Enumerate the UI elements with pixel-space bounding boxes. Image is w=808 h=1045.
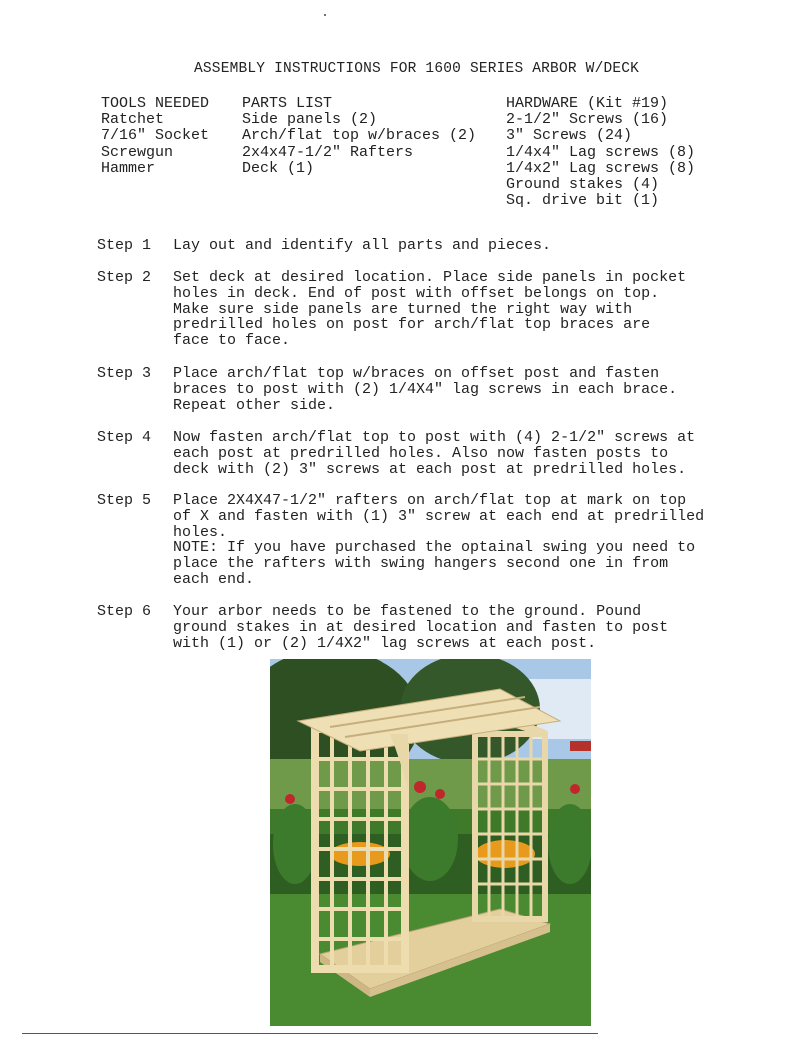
barn: [570, 741, 591, 751]
step-4: [97, 430, 695, 477]
step-label: Step 5: [97, 492, 152, 509]
step-label: Step 1: [97, 237, 152, 254]
part-item: 2x4x47-1/2" Rafters: [242, 143, 414, 161]
step-5: [97, 493, 704, 588]
parts-list: [242, 96, 502, 177]
canna-leaves: [548, 804, 591, 884]
part-item: Deck (1): [242, 159, 315, 177]
tool-item: Ratchet: [101, 111, 165, 129]
footer-rule: [22, 1033, 598, 1034]
hardware-item: 1/4x2" Lag screws (8): [506, 159, 696, 177]
hardware-item: 1/4x4" Lag screws (8): [506, 143, 696, 161]
step-label: Step 3: [97, 365, 152, 382]
tool-item: Hammer: [101, 159, 156, 177]
tools-heading: TOOLS NEEDED: [101, 95, 210, 112]
step-text: Now fasten arch/flat top to post with (4) 2-1/2" screws at each post at predrilled holes. Also now fasten posts to deck with (2) 3" screws at each post at predrilled holes.: [173, 429, 696, 478]
step-text: Place arch/flat top w/braces on offset post and fasten braces to post with (2) 1/4X4" lag screws in each brace. Repeat other side.: [173, 365, 678, 414]
red-flower: [414, 781, 426, 793]
red-flower: [435, 789, 445, 799]
orange-flowers: [330, 842, 390, 866]
tools-needed-list: [101, 96, 241, 177]
parts-heading: PARTS LIST: [242, 95, 333, 112]
canna-leaves: [273, 804, 317, 884]
hardware-list: [506, 96, 716, 209]
step-label: Step 2: [97, 269, 152, 286]
arbor-photo: [270, 659, 591, 1026]
orange-flowers: [475, 840, 535, 868]
tool-item: Screwgun: [101, 143, 174, 161]
part-item: Arch/flat top w/braces (2): [242, 127, 477, 145]
tool-item: 7/16" Socket: [101, 127, 210, 145]
step-6: [97, 604, 668, 651]
step-label: Step 6: [97, 603, 152, 620]
hardware-item: 3" Screws (24): [506, 127, 633, 145]
step-text: Place 2X4X47-1/2" rafters on arch/flat top at mark on top of X and fasten with (1) 3" screw at each end at predrilled holes. NOTE: If you have purchased the optainal swing you need to place the rafters with swing hangers second one in from each end.: [173, 492, 705, 588]
step-3: [97, 366, 677, 413]
step-text: Set deck at desired location. Place side panels in pocket holes in deck. End of post with offset belongs on top. Make sure side panels are turned the right way with predrilled holes on post for arch/flat top braces are face to face.: [173, 269, 687, 350]
canna-leaves: [402, 797, 458, 881]
part-item: Side panels (2): [242, 111, 378, 129]
hardware-heading: HARDWARE (Kit #19): [506, 95, 669, 112]
red-flower: [285, 794, 295, 804]
hardware-item: Ground stakes (4): [506, 176, 660, 194]
red-flower: [570, 784, 580, 794]
hardware-item: Sq. drive bit (1): [506, 192, 660, 210]
hardware-item: 2-1/2" Screws (16): [506, 111, 669, 129]
step-text: Your arbor needs to be fastened to the ground. Pound ground stakes in at desired location and fasten to post with (1) or (2) 1/4X2" lag screws at each post.: [173, 603, 669, 652]
step-text: Lay out and identify all parts and pieces.: [173, 237, 552, 254]
arbor-illustration: [270, 659, 591, 1026]
scan-speck: [324, 14, 326, 16]
document-title: ASSEMBLY INSTRUCTIONS FOR 1600 SERIES ARBOR W/DECK: [194, 61, 640, 77]
step-2: [97, 270, 686, 349]
step-label: Step 4: [97, 429, 152, 446]
step-1: [97, 238, 551, 254]
